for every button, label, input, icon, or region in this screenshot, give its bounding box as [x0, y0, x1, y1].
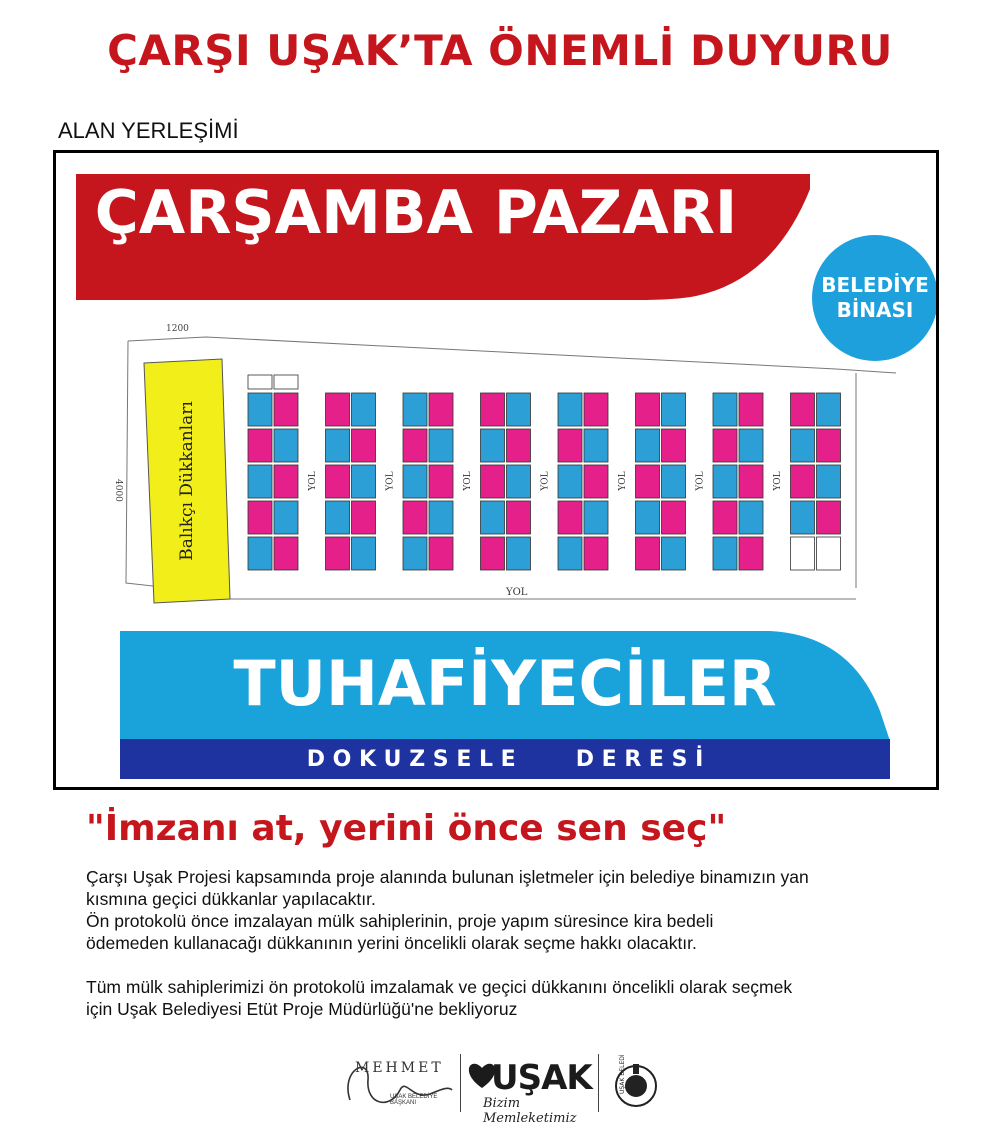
- stall: [636, 429, 660, 462]
- stall: [326, 465, 350, 498]
- stall: [558, 501, 582, 534]
- aisle-road-label: YOL: [695, 471, 706, 491]
- stall: [403, 537, 427, 570]
- usak-city-logo: [465, 1052, 595, 1126]
- stall: [429, 393, 453, 426]
- stall: [248, 465, 272, 498]
- stall: [326, 501, 350, 534]
- stall: [481, 537, 505, 570]
- stall: [817, 501, 841, 534]
- stall: [636, 465, 660, 498]
- stall: [791, 393, 815, 426]
- stall: [713, 429, 737, 462]
- stall: [584, 393, 608, 426]
- utility-box: [274, 375, 298, 389]
- stall: [636, 393, 660, 426]
- stall: [326, 393, 350, 426]
- signature-title: UŞAK BELEDİYE BAŞKANI: [390, 1094, 438, 1106]
- stall: [429, 465, 453, 498]
- aisle-road-label: YOL: [385, 471, 396, 491]
- stall: [636, 501, 660, 534]
- municipality-seal: [602, 1054, 662, 1114]
- stall: [248, 393, 272, 426]
- stall: [817, 465, 841, 498]
- section-label: ALAN YERLEŞİMİ: [58, 118, 239, 143]
- stall: [507, 465, 531, 498]
- footer-logos: [0, 1050, 1000, 1126]
- stall: [739, 501, 763, 534]
- stall: [584, 465, 608, 498]
- aisle-road-label: YOL: [307, 471, 318, 491]
- bottom-road-label: YOL: [506, 587, 528, 598]
- signature-name: MEHMET: [355, 1060, 444, 1076]
- municipality-seal-icon: [602, 1054, 662, 1114]
- stall: [662, 537, 686, 570]
- aisle-road-label: YOL: [772, 471, 783, 491]
- stall: [558, 393, 582, 426]
- stall: [274, 393, 298, 426]
- badge-line-2: BİNASI: [836, 298, 914, 322]
- service-unit: [817, 537, 841, 570]
- stall: [739, 537, 763, 570]
- body-line: için Uşak Belediyesi Etüt Proje Müdürlüğü'ne bekliyoruz: [86, 999, 518, 1019]
- body-line: Tüm mülk sahiplerimizi ön protokolü imzalamak ve geçici dükkanını öncelikli olarak seçmek: [86, 977, 793, 997]
- creek-word-1: D O K U Z S E L E: [306, 746, 516, 772]
- body-line: Ön protokolü önce imzalayan mülk sahiplerinin, proje yapım süresince kira bedeli: [86, 911, 714, 931]
- stall: [558, 429, 582, 462]
- stall: [584, 537, 608, 570]
- stall: [481, 465, 505, 498]
- stall: [352, 537, 376, 570]
- stall: [713, 501, 737, 534]
- stall: [352, 501, 376, 534]
- stall: [662, 429, 686, 462]
- body-line: kısmına geçici dükkanlar yapılacaktır.: [86, 889, 376, 909]
- stall: [326, 429, 350, 462]
- stall: [403, 465, 427, 498]
- stall: [558, 537, 582, 570]
- stall: [713, 465, 737, 498]
- stall: [352, 393, 376, 426]
- site-plan-map: [53, 150, 939, 790]
- slogan: "İmzanı at, yerini önce sen seç": [86, 808, 727, 849]
- badge-line-1: BELEDİYE: [821, 273, 929, 297]
- stall: [507, 429, 531, 462]
- stall: [403, 501, 427, 534]
- page-title: ÇARŞI UŞAK’TA ÖNEMLİ DUYURU: [107, 26, 893, 75]
- stall: [739, 429, 763, 462]
- divider: [460, 1054, 461, 1112]
- haberdashery-banner-title: TUHAFİYECİLER: [233, 647, 777, 720]
- stall: [429, 537, 453, 570]
- stall: [791, 429, 815, 462]
- stall: [403, 393, 427, 426]
- service-unit: [791, 537, 815, 570]
- stall: [791, 501, 815, 534]
- dimension-height-label: 4000: [113, 479, 123, 502]
- stall: [584, 429, 608, 462]
- aisle-road-label: YOL: [462, 471, 473, 491]
- stall: [662, 393, 686, 426]
- stall: [507, 501, 531, 534]
- stall: [713, 393, 737, 426]
- stall: [584, 501, 608, 534]
- creek-word-2: D E R E S İ: [575, 746, 704, 772]
- body-line: ödemeden kullanacağı dükkanının yerini öncelikli olarak seçme hakkı olacaktır.: [86, 933, 697, 953]
- stall: [662, 465, 686, 498]
- aisle-road-label: YOL: [617, 471, 628, 491]
- stall: [274, 501, 298, 534]
- stall: [507, 537, 531, 570]
- stall: [403, 429, 427, 462]
- stall: [817, 393, 841, 426]
- svg-text:UŞAK BELEDİYESİ: UŞAK BELEDİYESİ: [619, 1054, 626, 1094]
- divider: [598, 1054, 599, 1112]
- body-line: Çarşı Uşak Projesi kapsamında proje alanında bulunan işletmeler için belediye binamızın yan: [86, 867, 809, 887]
- stall: [636, 537, 660, 570]
- stall: [248, 501, 272, 534]
- stall: [791, 465, 815, 498]
- stall: [662, 501, 686, 534]
- stall: [481, 501, 505, 534]
- stall: [429, 501, 453, 534]
- stall: [713, 537, 737, 570]
- aisle-road-label: YOL: [540, 471, 551, 491]
- stall: [507, 393, 531, 426]
- stall: [429, 429, 453, 462]
- stall: [739, 393, 763, 426]
- utility-box: [248, 375, 272, 389]
- stall: [274, 465, 298, 498]
- market-banner-title: ÇARŞAMBA PAZARI: [94, 178, 738, 248]
- stall: [352, 429, 376, 462]
- stall: [248, 429, 272, 462]
- stall: [558, 465, 582, 498]
- stall: [739, 465, 763, 498]
- stall: [817, 429, 841, 462]
- logo-word: UŞAK: [491, 1058, 592, 1098]
- dimension-width-label: 1200: [166, 324, 189, 334]
- stall: [274, 537, 298, 570]
- stall: [481, 393, 505, 426]
- announcement-text: [86, 866, 936, 1020]
- stall: [481, 429, 505, 462]
- stall: [352, 465, 376, 498]
- fish-shops-label: Balıkçı Dükkanları: [177, 401, 197, 561]
- stall: [326, 537, 350, 570]
- logo-tagline: Bizim Memleketimiz: [483, 1096, 577, 1126]
- stall: [248, 537, 272, 570]
- stall-layout-plan: [56, 313, 936, 613]
- mayor-signature: [340, 1050, 460, 1116]
- stall: [274, 429, 298, 462]
- creek-label-bar: [120, 739, 890, 779]
